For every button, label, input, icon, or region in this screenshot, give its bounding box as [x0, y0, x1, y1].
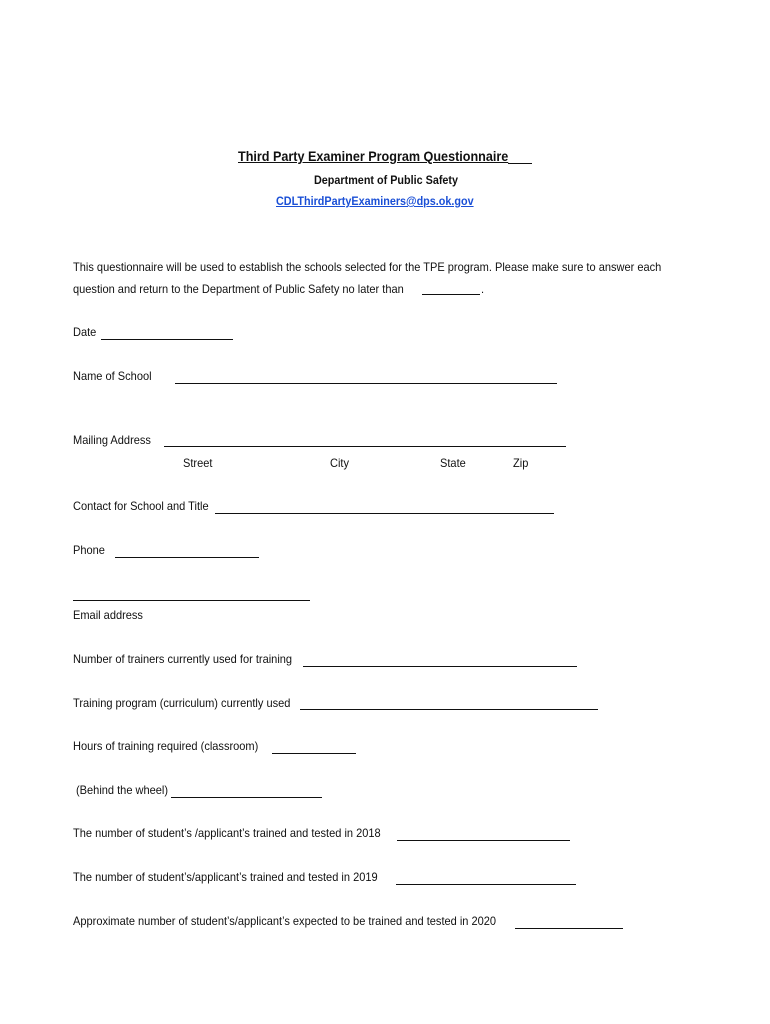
- address-zip-label: Zip: [513, 456, 529, 470]
- phone-field[interactable]: [115, 545, 259, 558]
- title-underline-extension: [508, 163, 532, 164]
- contact-field[interactable]: [215, 501, 554, 514]
- intro-line-1: This questionnaire will be used to establish the schools selected for the TPE program. Please make sure to answer each: [73, 260, 662, 274]
- students-2020-label: Approximate number of student’s/applicant’s expected to be trained and tested in 2020: [73, 914, 497, 928]
- training-program-field[interactable]: [300, 697, 598, 710]
- email-address-label: Email address: [73, 608, 143, 622]
- mailing-address-field[interactable]: [164, 434, 566, 447]
- intro-line-2: question and return to the Department of Public Safety no later than: [73, 282, 404, 296]
- contact-label: Contact for School and Title: [73, 499, 209, 513]
- address-state-label: State: [440, 456, 466, 470]
- phone-label: Phone: [73, 543, 105, 557]
- behind-wheel-label: (Behind the wheel): [76, 783, 169, 797]
- school-name-field[interactable]: [175, 371, 557, 384]
- num-trainers-field[interactable]: [303, 654, 577, 667]
- address-city-label: City: [330, 456, 350, 470]
- address-street-label: Street: [183, 456, 213, 470]
- intro-period: .: [481, 282, 485, 296]
- hours-classroom-label: Hours of training required (classroom): [73, 739, 259, 753]
- email-address-field[interactable]: [73, 588, 310, 601]
- date-field[interactable]: [101, 327, 233, 340]
- document-title: Third Party Examiner Program Questionnaire: [238, 148, 509, 164]
- students-2019-label: The number of student’s/applicant’s trained and tested in 2019: [73, 870, 378, 884]
- contact-email-link[interactable]: CDLThirdPartyExaminers@dps.ok.gov: [276, 194, 474, 208]
- num-trainers-label: Number of trainers currently used for training: [73, 652, 293, 666]
- behind-wheel-field[interactable]: [171, 785, 322, 798]
- students-2019-field[interactable]: [396, 872, 576, 885]
- school-name-label: Name of School: [73, 369, 152, 383]
- deadline-field[interactable]: [422, 282, 480, 295]
- hours-classroom-field[interactable]: [272, 741, 356, 754]
- students-2020-field[interactable]: [515, 916, 623, 929]
- training-program-label: Training program (curriculum) currently used: [73, 696, 291, 710]
- mailing-address-label: Mailing Address: [73, 433, 151, 447]
- department-name: Department of Public Safety: [314, 173, 459, 187]
- students-2018-field[interactable]: [397, 828, 570, 841]
- students-2018-label: The number of student’s /applicant’s trained and tested in 2018: [73, 826, 381, 840]
- date-label: Date: [73, 325, 97, 339]
